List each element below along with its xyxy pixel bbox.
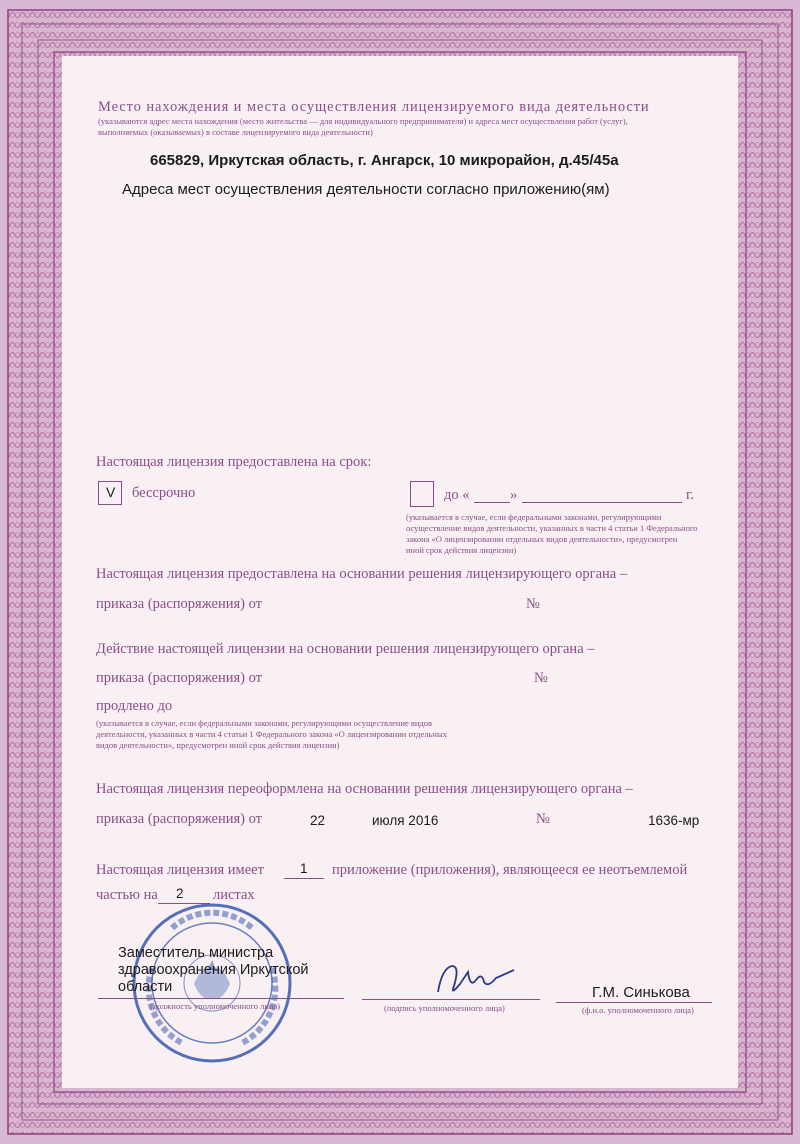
- extension-note-3: видов деятельности», предусмотрен иной срок действия лицензии): [96, 740, 340, 750]
- until-label: до «: [444, 487, 470, 503]
- until-day-line: [474, 502, 510, 503]
- reissue-number-sign: №: [536, 811, 550, 827]
- handwritten-signature: [430, 958, 520, 1002]
- signature-line: [362, 999, 540, 1000]
- appendix-sheets: 2: [176, 886, 184, 901]
- name-line: [556, 1002, 712, 1003]
- position-caption: (должность уполномоченного лица): [150, 1001, 281, 1011]
- extended-label: продлено до: [96, 698, 173, 714]
- appendix-part-prefix: частью на: [96, 887, 158, 903]
- term-note-3: закона «О лицензировании отдельных видов деятельности», предусмотрен: [406, 534, 678, 544]
- position-line1: Заместитель министра: [118, 945, 274, 961]
- address-appendix-reference: Адреса мест осуществления деятельности согласно приложению(ям): [122, 181, 610, 198]
- extension-note-1: (указывается в случае, если федеральными законами, регулирующими осуществление видов: [96, 718, 433, 728]
- position-line3: области: [118, 979, 173, 995]
- term-note-4: иной срок действия лицензии): [406, 545, 517, 555]
- position-line2: здравоохранения Иркутской: [118, 962, 309, 978]
- basis-number-sign: №: [526, 596, 540, 612]
- location-note-line1: (указываются адрес места нахождения (место жительства — для индивидуального предпринимателя) и адреса мест осуществления работ (услуг),: [98, 116, 628, 126]
- location-note-line2: выполняемых (оказываемых) в составе лицензируемого вида деятельности): [98, 127, 373, 137]
- appendix-count-line: [284, 878, 324, 879]
- extension-number-sign: №: [534, 670, 548, 686]
- reissue-day: 22: [310, 813, 326, 828]
- until-year-suffix: г.: [686, 487, 694, 503]
- until-month-line: [522, 502, 682, 503]
- reissue-line1: Настоящая лицензия переоформлена на основании решения лицензирующего органа –: [96, 781, 633, 797]
- term-note-2: осуществление видов деятельности, указанных в части 4 статьи 1 Федерального: [406, 523, 698, 533]
- extension-note-2: деятельности, указанных в части 4 статьи 1 Федерального закона «О лицензировании отдельных: [96, 729, 447, 739]
- basis-line2: приказа (распоряжения) от: [96, 596, 262, 612]
- reissue-month-year: июля 2016: [372, 813, 439, 828]
- until-checkbox: [410, 481, 434, 507]
- position-line: [98, 998, 344, 999]
- appendix-text-before: Настоящая лицензия имеет: [96, 862, 264, 878]
- signature-caption: (подпись уполномоченного лица): [384, 1003, 505, 1013]
- appendix-count: 1: [300, 861, 308, 876]
- extension-line2: приказа (распоряжения) от: [96, 670, 262, 686]
- address-main: 665829, Иркутская область, г. Ангарск, 10 микрорайон, д.45/45а: [150, 152, 619, 169]
- reissue-line2: приказа (распоряжения) от: [96, 811, 262, 827]
- official-name: Г.М. Синькова: [592, 984, 690, 1001]
- term-label: Настоящая лицензия предоставлена на срок:: [96, 454, 372, 470]
- reissue-number: 1636-мр: [648, 813, 700, 828]
- appendix-text-after: приложение (приложения), являющееся ее неотъемлемой: [332, 862, 688, 878]
- check-mark: V: [106, 484, 116, 500]
- term-note-1: (указывается в случае, если федеральными законами, регулирующими: [406, 512, 662, 522]
- indefinite-checkbox: [98, 481, 122, 505]
- name-caption: (ф.и.о. уполномоченного лица): [582, 1005, 694, 1015]
- location-title: Место нахождения и места осуществления лицензируемого вида деятельности: [98, 99, 650, 115]
- extension-line1: Действие настоящей лицензии на основании решения лицензирующего органа –: [96, 641, 595, 657]
- until-quote-close: »: [510, 487, 518, 503]
- basis-line1: Настоящая лицензия предоставлена на основании решения лицензирующего органа –: [96, 566, 628, 582]
- appendix-sheets-suffix: листах: [213, 887, 255, 903]
- indefinite-label: бессрочно: [132, 485, 196, 501]
